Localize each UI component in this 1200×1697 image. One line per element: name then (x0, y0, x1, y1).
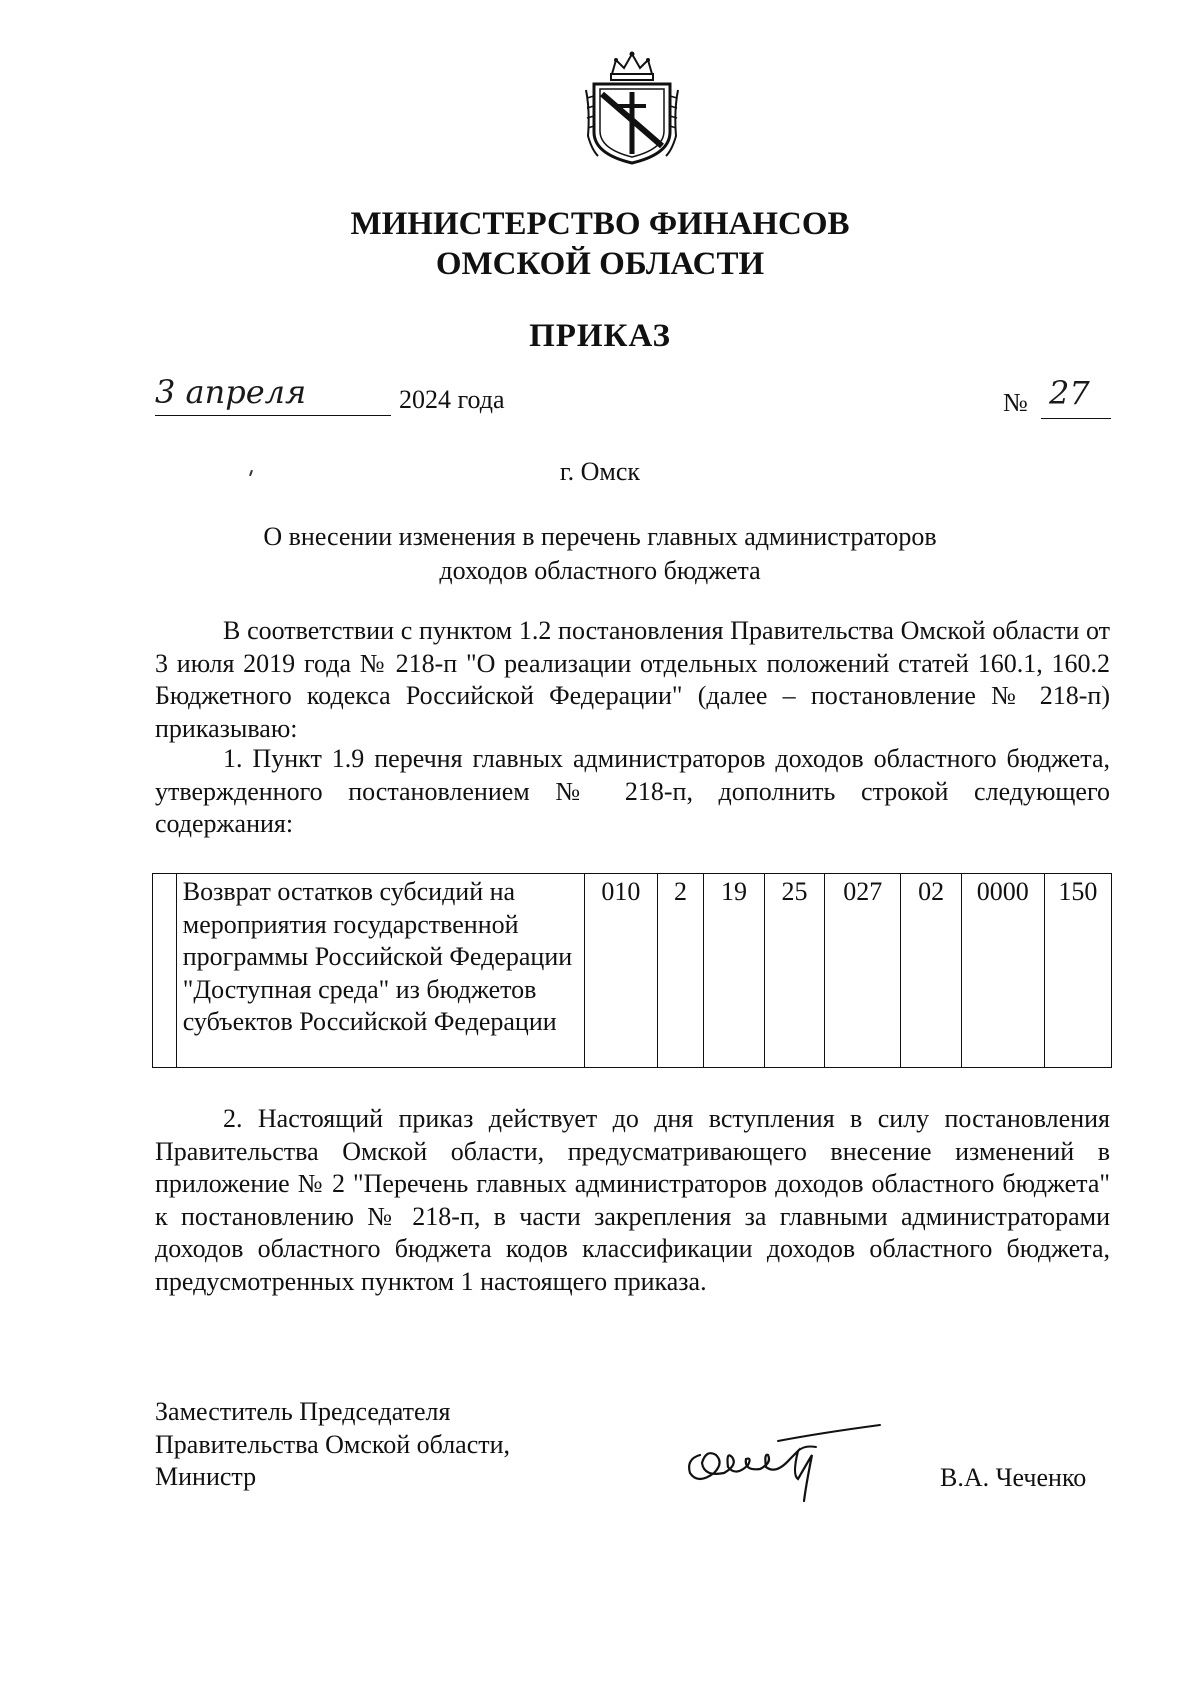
number-underline (1041, 418, 1111, 419)
table-cell-code: 02 (901, 874, 961, 1068)
handwritten-date: 3 апреля (155, 373, 307, 411)
ministry-name-line1: МИНИСТЕРСТВО ФИНАНСОВ (350, 206, 850, 242)
city: г. Омск (559, 457, 641, 486)
order-title: ПРИКАЗ (529, 318, 671, 354)
paragraph-item-1: 1. Пункт 1.9 перечня главных администраторов доходов областного бюджета, утвержденного постановлением № 218-п, дополнить строкой следующего содержания: (155, 744, 1110, 838)
table-cell-code: 010 (585, 874, 658, 1068)
table-cell-code: 2 (657, 874, 704, 1068)
handwritten-signature (680, 1415, 890, 1505)
table-cell-code: 150 (1044, 874, 1111, 1068)
coat-of-arms-icon (584, 50, 680, 165)
order-subject (200, 520, 1000, 588)
paragraph-item-2: 2. Настоящий приказ действует до дня вступления в силу постановления Правительства Омской области, предусматривающего внесение изменений в приложение № 2 "Перечень главных администраторов доходов областного бюджета" к постановлению № 218-п, в части закрепления за главными администраторами доходов областного бюджета кодов классификации доходов областного бюджета, предусмотренных пунктом 1 настоящего приказа. (155, 1104, 1110, 1296)
subject-line2: доходов областного бюджета (439, 556, 761, 585)
inserted-row-table (152, 873, 1112, 1068)
date-underline (155, 415, 391, 416)
signatory-position (155, 1396, 510, 1494)
subject-line1: О внесении изменения в перечень главных администраторов (263, 522, 937, 551)
ministry-name-line2: ОМСКОЙ ОБЛАСТИ (435, 246, 765, 282)
signatory-name: В.А. Чеченко (940, 1463, 1087, 1492)
date-year: 2024 года (399, 385, 505, 414)
table (152, 873, 1112, 1068)
table-cell-code: 25 (764, 874, 824, 1068)
table-cell-code: 19 (704, 874, 764, 1068)
table-cell-empty (153, 874, 177, 1068)
role-line1: Заместитель Председателя (155, 1397, 451, 1426)
handwritten-number: 27 (1049, 374, 1090, 412)
table-cell-code: 027 (825, 874, 901, 1068)
table-cell-code: 0000 (961, 874, 1044, 1068)
table-row (153, 874, 1112, 1068)
number-sign: № (1003, 388, 1028, 417)
paragraph-preamble: В соответствии с пунктом 1.2 постановления Правительства Омской области от 3 июля 2019 года № 218-п "О реализации отдельных положений статей 160.1, 160.2 Бюджетного кодекса Российской Федерации" (далее – постановление № 218-п) приказываю: (155, 616, 1110, 743)
role-line2: Правительства Омской области, (155, 1429, 511, 1459)
role-line3: Министр (155, 1462, 257, 1491)
table-cell-description: Возврат остатков субсидий на мероприятия государственной программы Российской Федерации "Доступная среда" из бюджетов субъектов Российской Федерации (176, 874, 584, 1068)
